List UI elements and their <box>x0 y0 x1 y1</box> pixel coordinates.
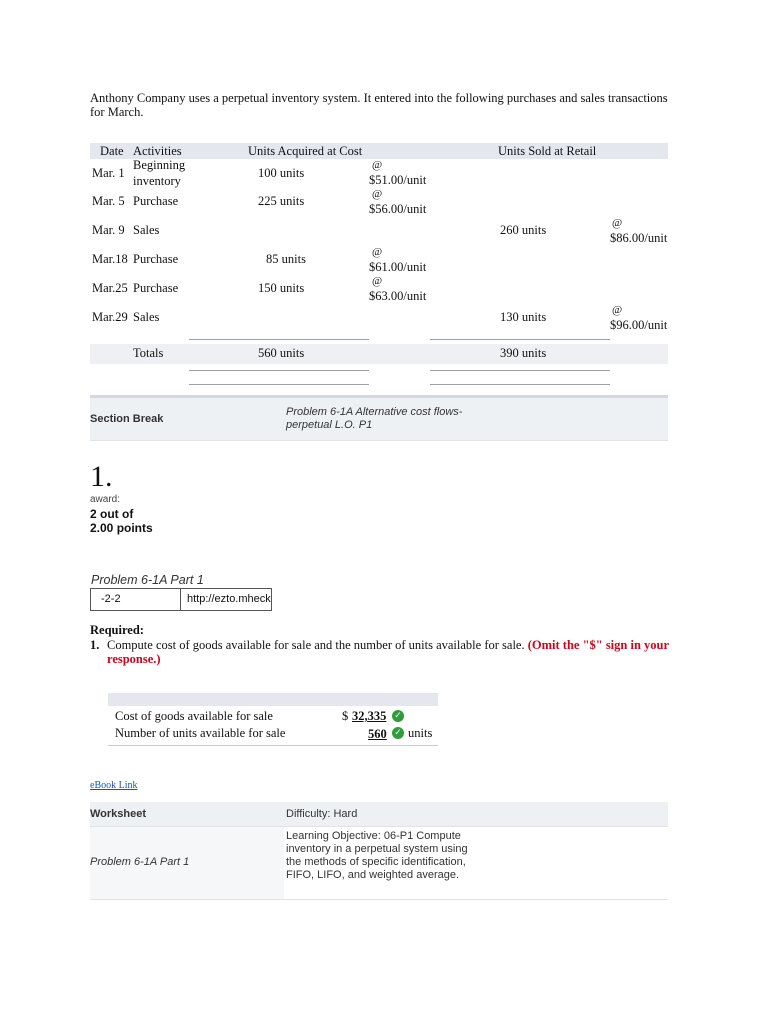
row-sold-units: 130 units <box>500 310 547 324</box>
answer-cost-value[interactable]: 32,335 <box>352 709 387 723</box>
totals-row-background <box>90 344 668 364</box>
required-note: (Omit the "$" sign in your response.) <box>107 638 669 666</box>
section-break-label: Section Break <box>90 413 164 425</box>
row-date: Mar. 1 <box>92 166 125 180</box>
required-item-number: 1. <box>90 638 100 652</box>
worksheet-header <box>90 802 668 827</box>
required-label: Required: <box>90 623 144 637</box>
totals-label: Totals <box>133 346 164 360</box>
answer-table-bottom-rule <box>108 745 438 746</box>
header-activities: Activities <box>133 144 182 158</box>
totals-double-rule-sold-2 <box>430 384 610 385</box>
part-info-box <box>90 588 272 611</box>
row-acquired-at: @ <box>372 246 383 258</box>
check-icon: ✓ <box>392 727 404 739</box>
check-icon: ✓ <box>392 710 404 722</box>
question-number: 1. <box>90 460 113 493</box>
row-sold-price: $86.00/unit <box>610 231 668 245</box>
totals-rule-sold <box>430 339 610 340</box>
answer-label-units: Number of units available for sale <box>115 726 286 740</box>
row-activity: Purchase <box>133 252 179 266</box>
row-date: Mar. 5 <box>92 194 125 208</box>
ebook-link[interactable]: eBook Link <box>90 780 138 791</box>
totals-sold: 390 units <box>500 346 547 360</box>
row-sold-price: $96.00/unit <box>610 318 668 332</box>
row-activity: Sales <box>133 310 160 324</box>
row-date: Mar.29 <box>92 310 128 324</box>
required-item-text <box>107 638 682 666</box>
award-label: award: <box>90 494 121 505</box>
row-acquired-at: @ <box>372 159 383 171</box>
answer-prefix-dollar: $ <box>342 709 349 723</box>
row-sold-at: @ <box>612 217 623 229</box>
row-acquired-price: $61.00/unit <box>369 260 427 274</box>
row-acquired-at: @ <box>372 188 383 200</box>
worksheet-label: Worksheet <box>90 808 147 820</box>
header-units-sold: Units Sold at Retail <box>498 144 597 158</box>
answer-label-cost: Cost of goods available for sale <box>115 709 273 723</box>
section-break-title: Problem 6-1A Alternative cost flows-perpetual L.O. P1 <box>286 406 463 431</box>
row-acquired-price: $51.00/unit <box>369 173 427 187</box>
row-date: Mar.25 <box>92 281 128 295</box>
row-activity: Beginning <box>133 158 186 172</box>
worksheet-row <box>90 827 668 900</box>
row-activity: Purchase <box>133 281 179 295</box>
row-sold-units: 260 units <box>500 223 547 237</box>
worksheet-difficulty: Difficulty: Hard <box>286 808 358 820</box>
row-acquired-price: $56.00/unit <box>369 202 427 216</box>
row-date: Mar. 9 <box>92 223 125 237</box>
row-activity-line2: inventory <box>133 174 181 188</box>
award-score <box>90 507 153 535</box>
totals-acquired: 560 units <box>258 346 305 360</box>
row-acquired-units: 85 units <box>266 252 306 266</box>
row-acquired-price: $63.00/unit <box>369 289 427 303</box>
problem-intro: Anthony Company uses a perpetual inventory system. It entered into the following purchases and sales transactions for March. <box>90 91 668 119</box>
worksheet-part: Problem 6-1A Part 1 <box>90 856 190 868</box>
part-url[interactable]: http://ezto.mheck <box>187 593 271 605</box>
row-activity: Purchase <box>133 194 179 208</box>
award-score-line2: 2.00 points <box>90 521 153 535</box>
row-sold-at: @ <box>612 304 623 316</box>
row-acquired-units: 150 units <box>258 281 305 295</box>
totals-double-rule-sold <box>430 370 610 371</box>
answer-table-header <box>108 693 438 706</box>
answer-units-suffix: units <box>408 726 433 740</box>
row-date: Mar.18 <box>92 252 128 266</box>
section-break-bar <box>90 395 668 441</box>
header-date: Date <box>100 144 124 158</box>
row-activity: Sales <box>133 223 160 237</box>
totals-double-rule-acquired-2 <box>189 384 369 385</box>
row-acquired-at: @ <box>372 275 383 287</box>
header-units-acquired: Units Acquired at Cost <box>248 144 363 158</box>
award-score-line1: 2 out of <box>90 507 134 521</box>
row-acquired-units: 100 units <box>258 166 305 180</box>
totals-rule-acquired <box>189 339 369 340</box>
answer-units-value[interactable]: 560 <box>368 727 387 741</box>
part-title: Problem 6-1A Part 1 <box>91 573 204 587</box>
worksheet-learning-objective: Learning Objective: 06-P1 Compute inventory in a perpetual system using the methods of specific identification, FIFO, LIFO, and weighted average. <box>286 830 468 881</box>
inventory-table-header <box>90 143 668 159</box>
required-instruction: Compute cost of goods available for sale and the number of units available for sale. <box>107 638 525 652</box>
totals-double-rule-acquired <box>189 370 369 371</box>
worksheet-part-cell <box>90 827 284 899</box>
row-acquired-units: 225 units <box>258 194 305 208</box>
part-code: -2-2 <box>91 589 181 610</box>
